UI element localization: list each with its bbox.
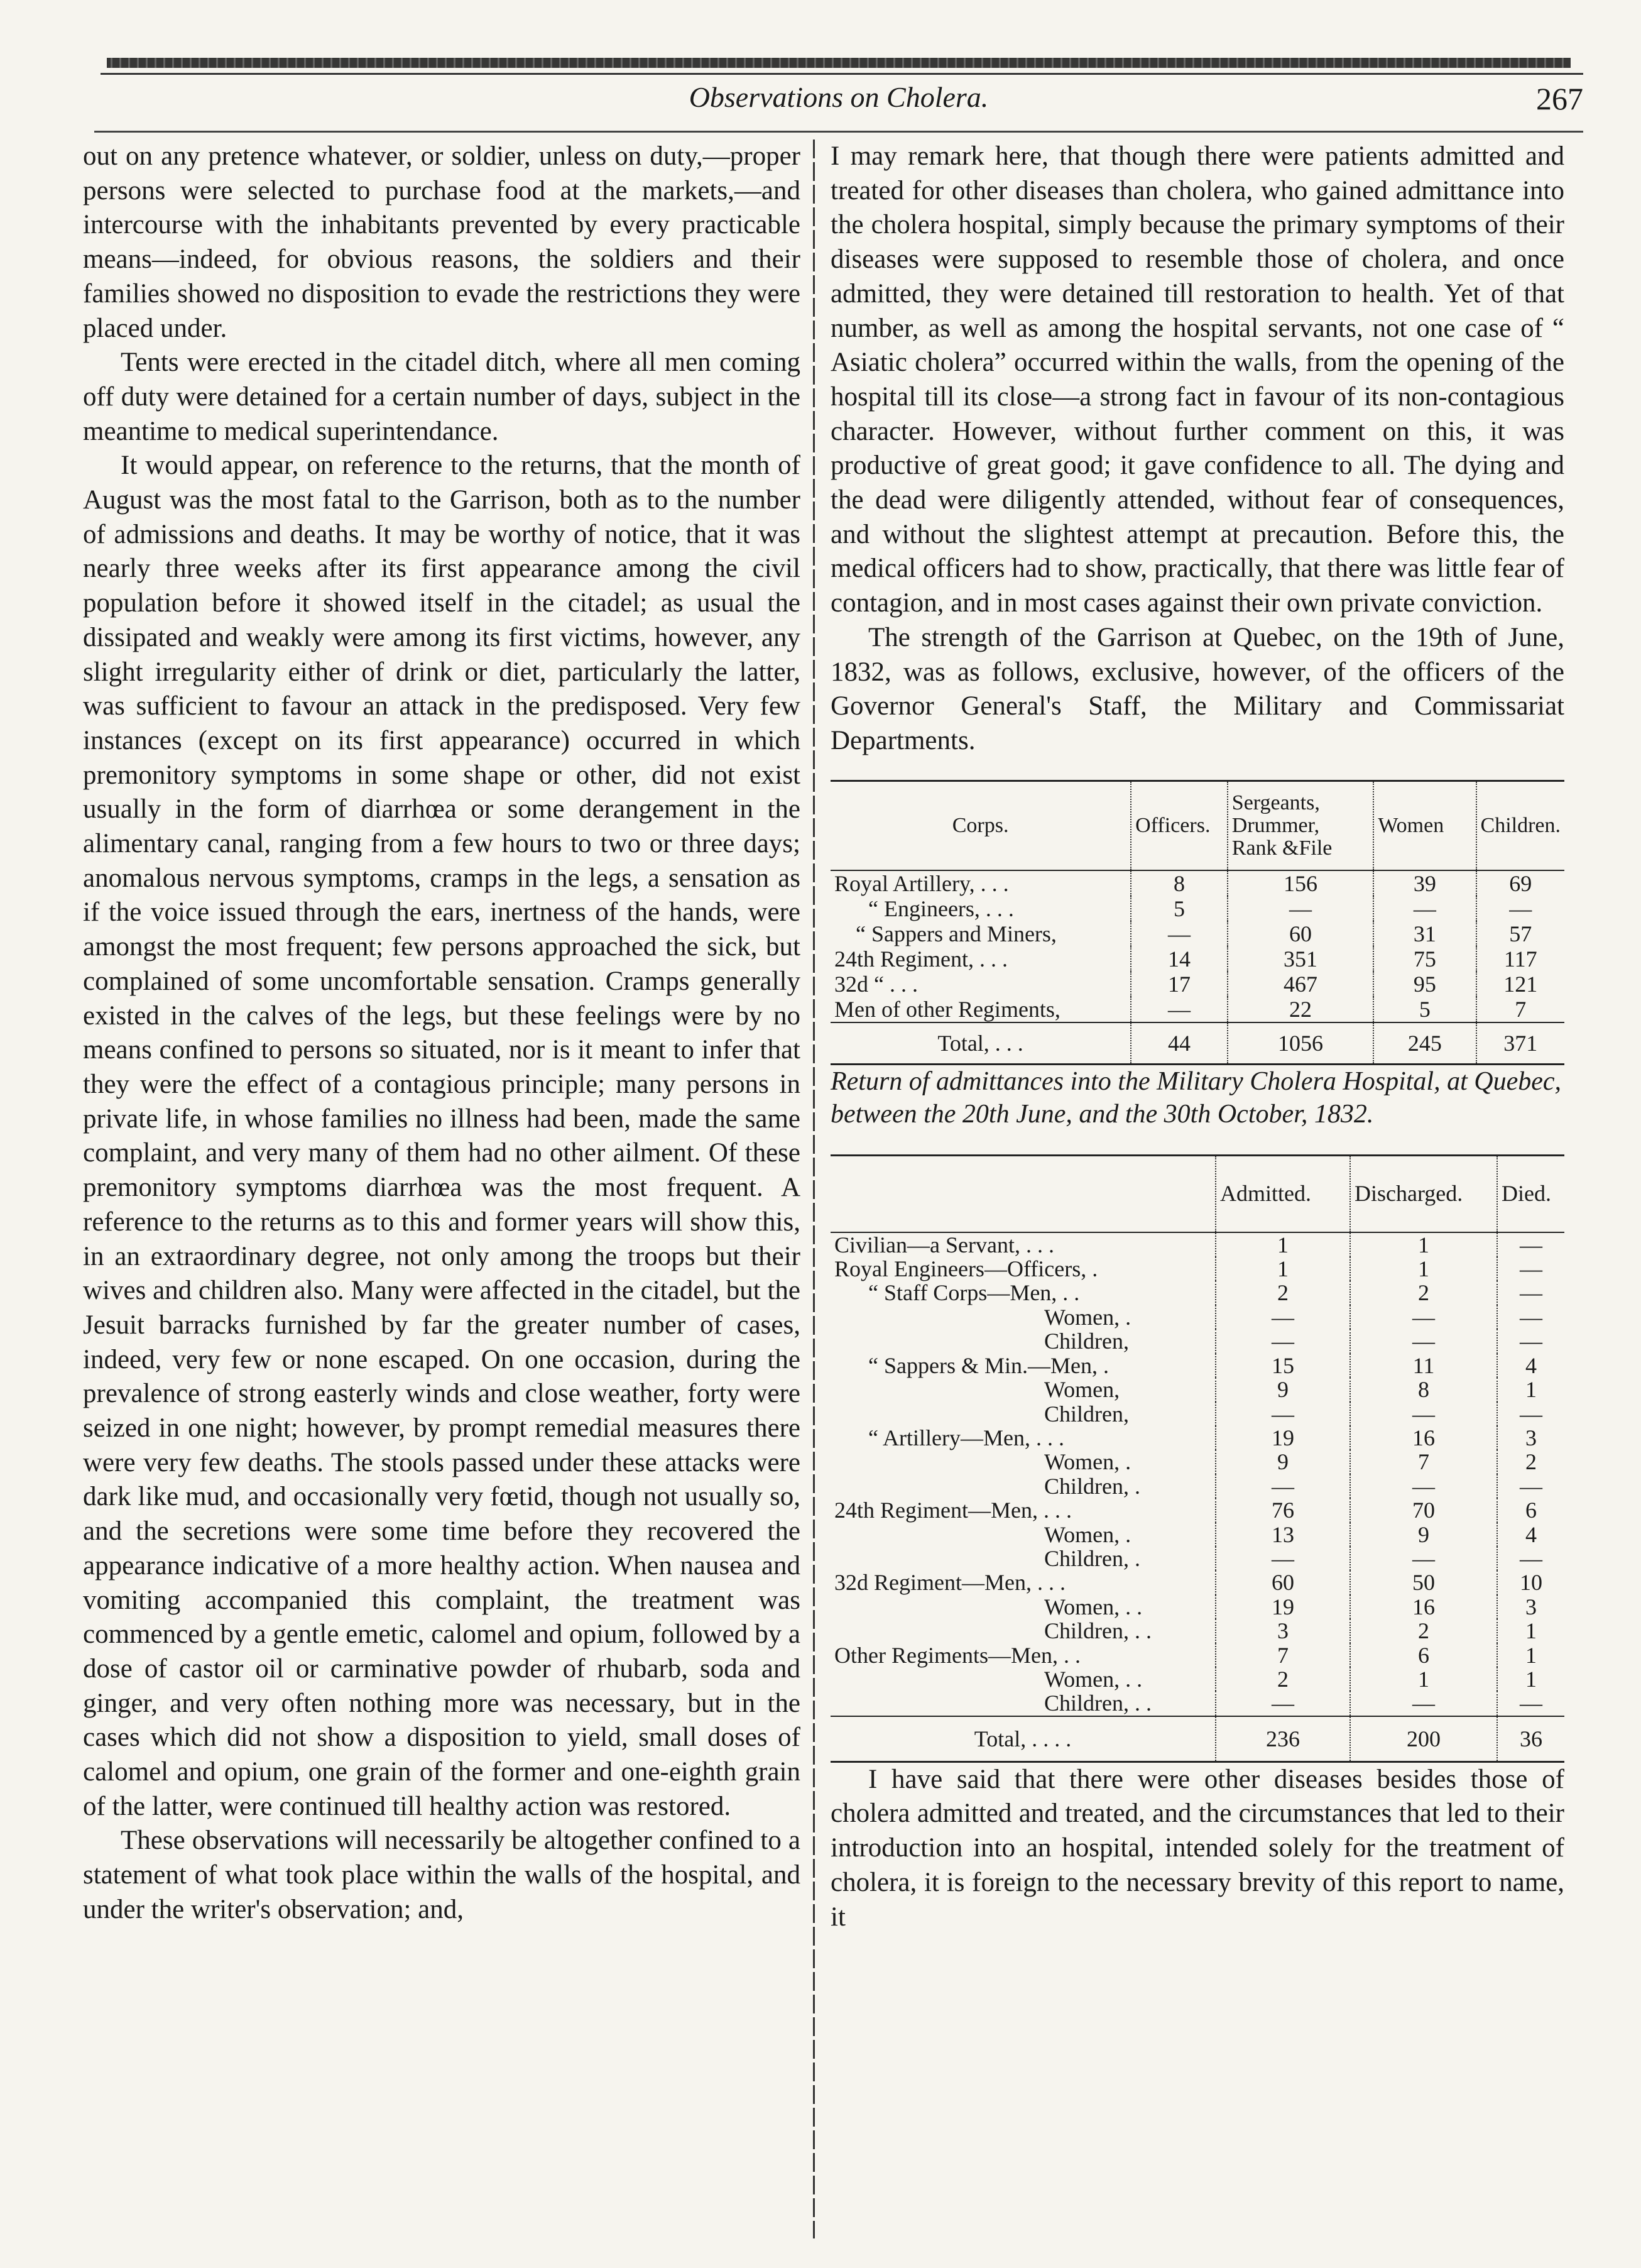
paragraph: out on any pretence whatever, or soldier, unless on duty,—proper persons were selected to purchase food at the markets,—and intercourse with the inhabitants prevented by every practicable means—indeed, for obvious reasons, the soldiers and their families showed no disposition to evade the restrictions they were placed under. xyxy=(83,141,800,343)
table-row xyxy=(831,1378,1564,1401)
cell: 8 xyxy=(1350,1378,1497,1401)
row-label: Total, . . . xyxy=(831,1022,1131,1065)
admittances-table xyxy=(831,1154,1564,1763)
cell: 1 xyxy=(1350,1232,1497,1257)
cell: 22 xyxy=(1228,997,1374,1022)
row-label: Women, . xyxy=(1044,1521,1131,1547)
cell: 19 xyxy=(1216,1595,1350,1619)
cell: 1 xyxy=(1216,1257,1350,1281)
cell: 6 xyxy=(1350,1643,1497,1667)
cell: 1 xyxy=(1350,1667,1497,1691)
cell: 4 xyxy=(1497,1354,1564,1378)
table-row xyxy=(831,997,1564,1022)
cell: 9 xyxy=(1350,1523,1497,1547)
column-header: Women xyxy=(1373,781,1476,870)
cell: 36 xyxy=(1497,1716,1564,1762)
cell: — xyxy=(1216,1547,1350,1570)
row-label: “ Sappers and Miners, xyxy=(856,921,1057,946)
paragraph: It would appear, on reference to the returns, that the month of August was the most fatal to the Garrison, both as to the number of admissions and deaths. It may be worthy of notice, that it was nearly three weeks after its first appearance among the civil population before it showed itself in the citadel; as usual the dissipated and weakly were among its first victims, however, any slight irregularity either of drink or diet, particularly the latter, was sufficient to favour an attack in the predisposed. Very few instances (except on its first appearance) occurred in which premonitory symptoms in some shape or other, did not exist usually in the form of diarrhœa or some derangement in the alimentary canal, ranging from a few hours to two or three days; anomalous nervous symptoms, cramps in the legs, a sensation as if the voice issued through the ears, inertness of the hands, were amongst the most frequent; few persons approached the sick, but complained of some uncomfortable sensation. Cramps generally existed in the calves of the legs, but these feelings were by no means confined to persons so situated, nor is it meant to infer that they were the effect of a contagious principle; many persons in private life, in whose families no illness had been, made the same complaint, and very many of them had no other ailment. Of these premonitory symptoms diarrhœa was the most frequent. A reference to the returns as to this and former years will show this, in an extraordinary degree, not only among the troops but their wives and children also. Many were affected in the citadel, but the Jesuit barracks furnished by far the greater number of cases, indeed, very few or none escaped. On one occasion, during the prevalence of strong easterly winds and close weather, forty were seized in one night; however, by prompt remedial measures there were very few deaths. The stools passed under these attacks were dark like mud, and occasionally very fœtid, though not usually so, and the secretions were some time before they recovered the appearance indicative of a more healthy action. When nausea and vomiting accompanied this complaint, the treatment was commenced by a gentle emetic, calomel and opium, followed by a dose of castor oil or carminative powder of rhubarb, soda and ginger, and very often nothing more was necessary, but in the cases which did not show a disposition to yield, small doses of calomel and opium, one grain of the former and one-eighth grain of the latter, were continued till healthy action was restored. xyxy=(83,451,800,1821)
column-header: Admitted. xyxy=(1216,1155,1350,1232)
cell: 2 xyxy=(1350,1281,1497,1305)
table-row xyxy=(831,1257,1564,1281)
cell: — xyxy=(1476,896,1564,921)
cell: 75 xyxy=(1373,946,1476,972)
cell: 50 xyxy=(1350,1570,1497,1594)
cell: 2 xyxy=(1216,1281,1350,1305)
cell: 69 xyxy=(1476,870,1564,896)
table-row xyxy=(831,946,1564,972)
cell: 7 xyxy=(1216,1643,1350,1667)
column-header: Officers. xyxy=(1131,781,1228,870)
row-label: “ Engineers, . . . xyxy=(868,896,1014,921)
cell: — xyxy=(1497,1305,1564,1329)
paragraph: I have said that there were other diseases besides those of cholera admitted and treated, and the circumstances that led to their introduction into an hospital, intended solely for the treatment of cholera, it is foreign to the necessary brevity of this report to name, it xyxy=(831,1764,1564,1932)
table-row xyxy=(831,896,1564,921)
row-label: Women, . . xyxy=(1044,1594,1143,1619)
cell: — xyxy=(1350,1305,1497,1329)
cell: 39 xyxy=(1373,870,1476,896)
table-row xyxy=(831,1570,1564,1594)
cell: 1 xyxy=(1497,1378,1564,1401)
table-row xyxy=(831,1305,1564,1329)
running-title: Observations on Cholera. xyxy=(689,81,989,113)
table-row xyxy=(831,1474,1564,1498)
paragraph: The strength of the Garrison at Quebec, on the 19th of June, 1832, was as follows, exclusive, however, of the officers of the Governor General's Staff, the Military and Commissariat Departments. xyxy=(831,622,1564,755)
cell: 11 xyxy=(1350,1354,1497,1378)
row-label: Royal Engineers—Officers, . xyxy=(834,1256,1098,1282)
cell: 13 xyxy=(1216,1523,1350,1547)
cell: 2 xyxy=(1216,1667,1350,1691)
row-label: Children, xyxy=(1044,1401,1129,1427)
cell: 3 xyxy=(1497,1426,1564,1450)
cell: 15 xyxy=(1216,1354,1350,1378)
page-number: 267 xyxy=(1536,81,1583,116)
cell: 16 xyxy=(1350,1426,1497,1450)
cell: — xyxy=(1216,1329,1350,1353)
cell: 2 xyxy=(1497,1450,1564,1474)
cell: — xyxy=(1131,921,1228,946)
cell: 156 xyxy=(1228,870,1374,896)
row-label: “ Staff Corps—Men, . . xyxy=(868,1280,1080,1306)
cell: — xyxy=(1216,1474,1350,1498)
table-row xyxy=(831,1402,1564,1426)
cell: — xyxy=(1497,1474,1564,1498)
row-label: Children, . xyxy=(1044,1473,1140,1499)
row-label: 32d “ . . . xyxy=(834,971,918,997)
cell: 17 xyxy=(1131,972,1228,997)
column-header xyxy=(831,1155,1216,1232)
cell: 351 xyxy=(1228,946,1374,972)
row-label: Children, xyxy=(1044,1328,1129,1354)
cell: 5 xyxy=(1373,997,1476,1022)
cell: — xyxy=(1497,1329,1564,1353)
column-header: Sergeants, Drummer, Rank &File xyxy=(1228,781,1374,870)
cell: — xyxy=(1497,1691,1564,1716)
cell: 76 xyxy=(1216,1498,1350,1522)
column-header: Children. xyxy=(1476,781,1564,870)
table-row xyxy=(831,1426,1564,1450)
row-label: Other Regiments—Men, . . xyxy=(834,1642,1081,1668)
table-row xyxy=(831,1547,1564,1570)
paragraph: These observations will necessarily be altogether confined to a statement of what took place within the walls of the hospital, and under the writer's observation; and, xyxy=(83,1826,800,1924)
paragraph: Tents were erected in the citadel ditch, where all men coming off duty were detained for a certain number of days, subject in the meantime to medical superintendance. xyxy=(83,348,800,446)
cell: 6 xyxy=(1497,1498,1564,1522)
cell: 7 xyxy=(1350,1450,1497,1474)
cell: 5 xyxy=(1131,896,1228,921)
cell: 9 xyxy=(1216,1378,1350,1401)
cell: 1 xyxy=(1216,1232,1350,1257)
total-row xyxy=(831,1022,1564,1065)
cell: 117 xyxy=(1476,946,1564,972)
table-row xyxy=(831,921,1564,946)
cell: — xyxy=(1497,1281,1564,1305)
cell: 31 xyxy=(1373,921,1476,946)
table-row xyxy=(831,1354,1564,1378)
table-row xyxy=(831,1498,1564,1522)
cell: 19 xyxy=(1216,1426,1350,1450)
table-row xyxy=(831,1619,1564,1643)
cell: 245 xyxy=(1373,1022,1476,1065)
table-row xyxy=(831,972,1564,997)
column-divider xyxy=(813,140,815,2238)
cell: — xyxy=(1350,1329,1497,1353)
row-label: 24th Regiment—Men, . . . xyxy=(834,1498,1072,1523)
column-header: Died. xyxy=(1497,1155,1564,1232)
cell: 60 xyxy=(1216,1570,1350,1594)
cell: — xyxy=(1350,1402,1497,1426)
cell: 1 xyxy=(1497,1619,1564,1643)
cell: 60 xyxy=(1228,921,1374,946)
cell: 4 xyxy=(1497,1523,1564,1547)
cell: 236 xyxy=(1216,1716,1350,1762)
cell: 371 xyxy=(1476,1022,1564,1065)
row-label: Children, . . xyxy=(1044,1618,1152,1644)
garrison-strength-table xyxy=(831,780,1564,1065)
cell: 57 xyxy=(1476,921,1564,946)
table-row xyxy=(831,1450,1564,1474)
cell: — xyxy=(1228,896,1374,921)
table-row xyxy=(831,1643,1564,1667)
row-label: Children, . xyxy=(1044,1545,1140,1571)
cell: 70 xyxy=(1350,1498,1497,1522)
cell: — xyxy=(1373,896,1476,921)
cell: 16 xyxy=(1350,1595,1497,1619)
column-header: Corps. xyxy=(831,781,1131,870)
cell: — xyxy=(1350,1474,1497,1498)
cell: — xyxy=(1497,1402,1564,1426)
table-caption: Return of admittances into the Military Cholera Hospital, at Quebec, between the 20th June, and the 30th October, 1832. xyxy=(831,1066,1562,1129)
table-row xyxy=(831,1281,1564,1305)
left-column xyxy=(83,140,800,1927)
table-row xyxy=(831,1523,1564,1547)
cell: — xyxy=(1216,1691,1350,1716)
cell: — xyxy=(1216,1305,1350,1329)
cell: 1 xyxy=(1497,1643,1564,1667)
cell: 200 xyxy=(1350,1716,1497,1762)
header-rule xyxy=(94,131,1583,133)
cell: — xyxy=(1350,1547,1497,1570)
cell: — xyxy=(1216,1402,1350,1426)
cell: 2 xyxy=(1350,1619,1497,1643)
row-label: “ Sappers & Min.—Men, . xyxy=(868,1352,1109,1378)
running-header xyxy=(94,80,1583,124)
cell: 95 xyxy=(1373,972,1476,997)
total-row xyxy=(831,1716,1564,1762)
cell: — xyxy=(1497,1547,1564,1570)
row-label: 24th Regiment, . . . xyxy=(834,946,1008,972)
row-label: Women, . . xyxy=(1044,1666,1143,1692)
row-label: Civilian—a Servant, . . . xyxy=(834,1232,1054,1257)
cell: 1 xyxy=(1350,1257,1497,1281)
cell: 3 xyxy=(1216,1619,1350,1643)
column-header: Discharged. xyxy=(1350,1155,1497,1232)
cell: 1056 xyxy=(1228,1022,1374,1065)
cell: 3 xyxy=(1497,1595,1564,1619)
cell: — xyxy=(1131,997,1228,1022)
cell: 14 xyxy=(1131,946,1228,972)
right-column xyxy=(831,140,1564,1934)
cell: 8 xyxy=(1131,870,1228,896)
header-thin-rule xyxy=(101,73,1583,75)
cell: 44 xyxy=(1131,1022,1228,1065)
table-row xyxy=(831,1232,1564,1257)
cell: 9 xyxy=(1216,1450,1350,1474)
row-label: “ Artillery—Men, . . . xyxy=(868,1425,1064,1450)
cell: 1 xyxy=(1497,1667,1564,1691)
table-row xyxy=(831,870,1564,896)
table-row xyxy=(831,1595,1564,1619)
cell: 7 xyxy=(1476,997,1564,1022)
row-label: Children, . . xyxy=(1044,1690,1152,1716)
row-label: Women, . xyxy=(1044,1304,1131,1330)
cell: 121 xyxy=(1476,972,1564,997)
paragraph: I may remark here, that though there were patients admitted and treated for other diseases than cholera, who gained admittance into the cholera hospital, simply because the primary symptoms of their diseases were supposed to resemble those of cholera, and once admitted, they were detained till restoration to health. Yet of that number, as well as among the hospital servants, not one case of “ Asiatic cholera” occurred within the walls, from the opening of the hospital till its close—a strong fact in favour of its non-contagious character. However, without further comment on this, it was productive of great good; it gave confidence to all. The dying and the dead were diligently attended, without fear of consequences, and without the slightest attempt at precaution. Before this, the medical officers had to show, practically, that there was little fear of contagion, and in most cases against their own private conviction. xyxy=(831,141,1564,618)
row-label: Women, . xyxy=(1044,1449,1131,1475)
row-label: Men of other Regiments, xyxy=(834,996,1060,1022)
row-label: 32d Regiment—Men, . . . xyxy=(834,1570,1066,1596)
header-ornament-rule xyxy=(107,58,1571,68)
table-row xyxy=(831,1667,1564,1691)
cell: 10 xyxy=(1497,1570,1564,1594)
cell: — xyxy=(1350,1691,1497,1716)
table-row xyxy=(831,1329,1564,1353)
row-label: Women, xyxy=(1044,1377,1120,1403)
cell: 467 xyxy=(1228,972,1374,997)
row-label: Royal Artillery, . . . xyxy=(834,870,1009,896)
table-row xyxy=(831,1691,1564,1716)
cell: — xyxy=(1497,1257,1564,1281)
cell: — xyxy=(1497,1232,1564,1257)
row-label: Total, . . . . xyxy=(831,1716,1216,1762)
